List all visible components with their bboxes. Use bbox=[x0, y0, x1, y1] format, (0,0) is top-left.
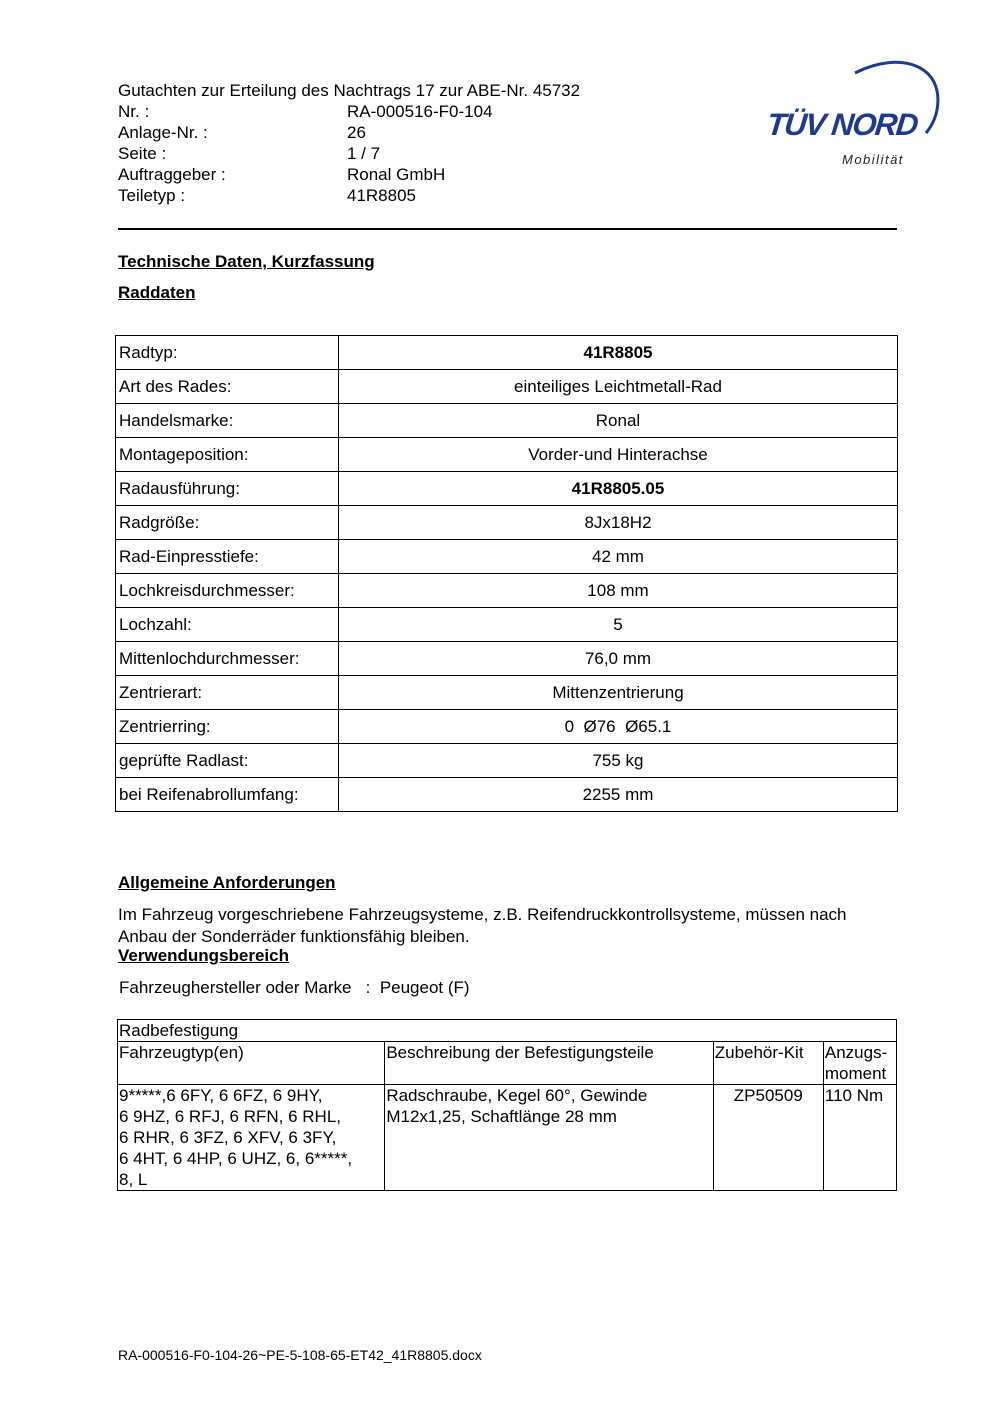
logo-brand: TÜV NORD bbox=[765, 107, 919, 142]
document-header bbox=[118, 80, 580, 206]
footer-filename: RA-000516-F0-104-26~PE-5-108-65-ET42_41R8805.docx bbox=[118, 1347, 482, 1363]
header-label: Anlage-Nr. : bbox=[118, 123, 208, 142]
row-label: Zentrierring: bbox=[116, 710, 339, 744]
header-value: RA-000516-F0-104 bbox=[347, 102, 493, 121]
header-cell: Fahrzeugtyp(en) bbox=[118, 1042, 385, 1085]
zubehoer-kit-cell: ZP50509 bbox=[713, 1085, 823, 1191]
row-label: Lochkreisdurchmesser: bbox=[116, 574, 339, 608]
radbefestigung-table bbox=[117, 1019, 897, 1191]
table-row bbox=[116, 676, 898, 710]
table-header-row bbox=[118, 1042, 897, 1085]
row-label: Mittenlochdurchmesser: bbox=[116, 642, 339, 676]
row-value: 76,0 mm bbox=[339, 642, 898, 676]
table-row bbox=[116, 744, 898, 778]
row-value: Mittenzentrierung bbox=[339, 676, 898, 710]
header-row-seite bbox=[118, 143, 580, 164]
section-allgemeine-anforderungen: Allgemeine Anforderungen bbox=[118, 873, 336, 892]
row-label: Montageposition: bbox=[116, 438, 339, 472]
table-row bbox=[116, 642, 898, 676]
tuv-nord-logo bbox=[760, 55, 945, 175]
section-technische-daten: Technische Daten, Kurzfassung bbox=[118, 252, 375, 271]
row-label: Lochzahl: bbox=[116, 608, 339, 642]
header-row-auftraggeber bbox=[118, 164, 580, 185]
header-label: Auftraggeber : bbox=[118, 165, 226, 184]
row-label: bei Reifenabrollumfang: bbox=[116, 778, 339, 812]
header-cell: Zubehör-Kit bbox=[713, 1042, 823, 1085]
row-value: 42 mm bbox=[339, 540, 898, 574]
row-value: 2255 mm bbox=[339, 778, 898, 812]
row-value: Vorder-und Hinterachse bbox=[339, 438, 898, 472]
header-divider bbox=[118, 228, 897, 230]
row-label: geprüfte Radlast: bbox=[116, 744, 339, 778]
verwendung-line bbox=[119, 978, 470, 998]
table-row bbox=[116, 710, 898, 744]
table-row bbox=[116, 472, 898, 506]
header-row-nr bbox=[118, 101, 580, 122]
raddaten-table bbox=[115, 335, 898, 812]
row-value: 5 bbox=[339, 608, 898, 642]
row-label: Art des Rades: bbox=[116, 370, 339, 404]
row-label: Rad-Einpresstiefe: bbox=[116, 540, 339, 574]
header-value: 41R8805 bbox=[347, 186, 417, 205]
header-value: 26 bbox=[347, 123, 366, 142]
row-label: Radtyp: bbox=[116, 336, 339, 370]
allgemeine-text: Im Fahrzeug vorgeschriebene Fahrzeugsysteme, z.B. Reifendruckkontrollsysteme, müssen nach Anbau der Sonderräder funktionsfähig bleiben. bbox=[118, 905, 847, 946]
row-label: Handelsmarke: bbox=[116, 404, 339, 438]
row-value: 108 mm bbox=[339, 574, 898, 608]
table-row bbox=[116, 336, 898, 370]
table-title-row bbox=[118, 1020, 897, 1042]
header-row-anlage bbox=[118, 122, 580, 143]
logo-subtitle: Mobilität bbox=[842, 152, 904, 167]
table-row bbox=[116, 608, 898, 642]
table-row bbox=[118, 1085, 897, 1191]
table-row bbox=[116, 540, 898, 574]
verwendung-value: Peugeot (F) bbox=[379, 978, 470, 997]
section-verwendungsbereich: Verwendungsbereich bbox=[118, 946, 289, 965]
table-row bbox=[116, 506, 898, 540]
beschreibung-cell: Radschraube, Kegel 60°, Gewinde M12x1,25, Schaftlänge 28 mm bbox=[385, 1085, 713, 1191]
document-title: Gutachten zur Erteilung des Nachtrags 17 zur ABE-Nr. 45732 bbox=[118, 81, 581, 100]
row-value: 41R8805 bbox=[339, 336, 898, 370]
row-value: einteiliges Leichtmetall-Rad bbox=[339, 370, 898, 404]
row-value: Ronal bbox=[339, 404, 898, 438]
row-label: Radgröße: bbox=[116, 506, 339, 540]
table-row bbox=[116, 438, 898, 472]
header-label: Seite : bbox=[118, 144, 167, 163]
table-title: Radbefestigung bbox=[118, 1020, 897, 1042]
row-value: 41R8805.05 bbox=[339, 472, 898, 506]
table-row bbox=[116, 370, 898, 404]
header-value: 1 / 7 bbox=[347, 144, 381, 163]
header-cell: Beschreibung der Befestigungsteile bbox=[385, 1042, 713, 1085]
table-row bbox=[116, 778, 898, 812]
verwendung-label: Fahrzeughersteller oder Marke bbox=[119, 978, 352, 997]
header-label: Nr. : bbox=[118, 102, 150, 121]
row-value: 0 Ø76 Ø65.1 bbox=[339, 710, 898, 744]
verwendung-sep: : bbox=[365, 978, 371, 997]
table-row bbox=[116, 404, 898, 438]
row-label: Radausführung: bbox=[116, 472, 339, 506]
anzugsmoment-cell: 110 Nm bbox=[823, 1085, 896, 1191]
row-value: 8Jx18H2 bbox=[339, 506, 898, 540]
fahrzeugtypen-cell: 9*****,6 6FY, 6 6FZ, 6 9HY, 6 9HZ, 6 RFJ, 6 RFN, 6 RHL, 6 RHR, 6 3FZ, 6 XFV, 6 3FY, 6 4HT, 6 4HP, 6 UHZ, 6, 6*****, 8, L bbox=[118, 1085, 385, 1191]
table-row bbox=[116, 574, 898, 608]
section-raddaten: Raddaten bbox=[118, 283, 196, 302]
row-label: Zentrierart: bbox=[116, 676, 339, 710]
header-row-teiletyp bbox=[118, 185, 580, 206]
header-cell: Anzugs- moment bbox=[823, 1042, 896, 1085]
header-label: Teiletyp : bbox=[118, 186, 186, 205]
header-value: Ronal GmbH bbox=[347, 165, 446, 184]
row-value: 755 kg bbox=[339, 744, 898, 778]
